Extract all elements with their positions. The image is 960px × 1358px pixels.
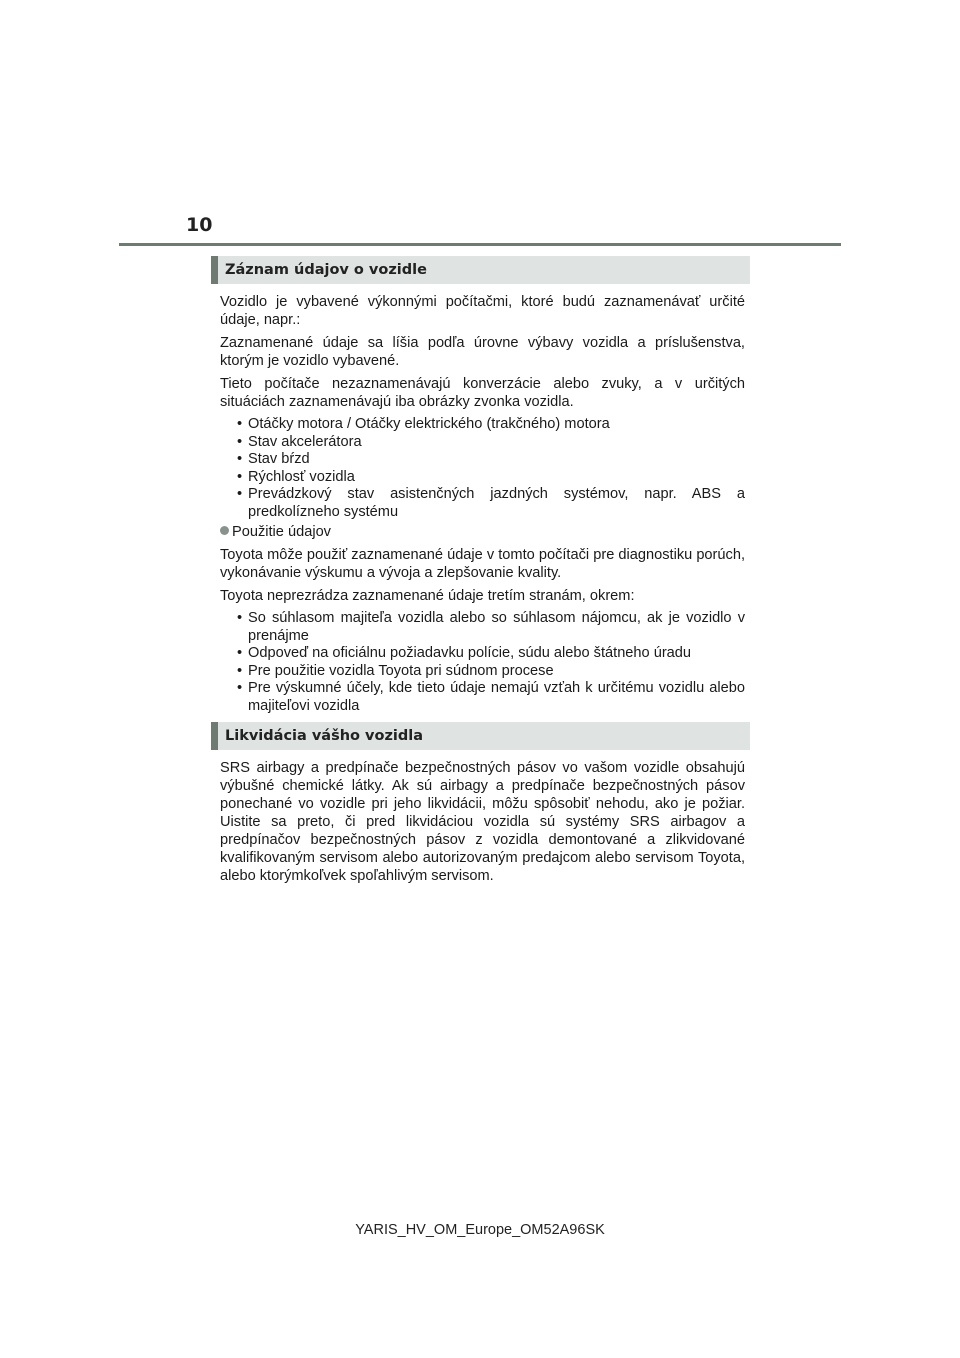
page-content — [211, 256, 750, 890]
bullet-icon: • — [237, 433, 243, 450]
list-item: • Rýchlosť vozidla — [237, 468, 355, 485]
recorded-data-list — [220, 416, 745, 521]
paragraph: Tieto počítače nezaznamenávajú konverzácie alebo zvuky, a v určitých situáciách zaznamenávajú iba obrázky zvonka vozidla. — [220, 376, 745, 410]
usage-subheading: Použitie údajov — [220, 523, 745, 541]
list-item: • So súhlasom majiteľa vozidla alebo so súhlasom nájomcu, ak je vozidlo v prenájme — [237, 610, 745, 644]
list-item: • Stav akcelerátora — [237, 433, 362, 450]
list-item: • Otáčky motora / Otáčky elektrického (trakčného) motora — [237, 416, 610, 432]
bullet-icon: • — [237, 486, 243, 502]
footer-document-code: YARIS_HV_OM_Europe_OM52A96SK — [355, 1222, 605, 1238]
paragraph: Vozidlo je vybavené výkonnými počítačmi, ktoré budú zaznamenávať určité údaje, napr.: — [220, 294, 745, 328]
list-item: • Pre použitie vozidla Toyota pri súdnom procese — [237, 662, 554, 679]
bullet-icon: • — [237, 416, 243, 432]
bullet-icon: • — [237, 645, 243, 661]
bullet-icon: • — [237, 662, 243, 679]
section-title: Likvidácia vášho vozidla — [225, 728, 423, 744]
paragraph: Toyota neprezrádza zaznamenané údaje tretím stranám, okrem: — [220, 588, 635, 604]
section-body-disposal — [211, 759, 750, 885]
bullet-icon: • — [237, 468, 243, 485]
bullet-icon: • — [237, 610, 243, 626]
list-item: • Prevádzkový stav asistenčných jazdných systémov, napr. ABS a predkolízneho systému — [237, 486, 745, 520]
list-item: • Pre výskumné účely, kde tieto údaje nemajú vzťah k určitému vozidlu alebo majiteľovi vozidla — [237, 680, 745, 714]
page-number: 10 — [186, 214, 213, 236]
exceptions-list — [220, 610, 745, 715]
header-rule — [119, 243, 841, 246]
bullet-icon: • — [237, 451, 243, 467]
list-item: • Stav bŕzd — [237, 451, 310, 467]
list-item: • Odpoveď na oficiálnu požiadavku polície, súdu alebo štátneho úradu — [237, 645, 692, 661]
section-heading-disposal — [211, 722, 750, 750]
paragraph: Toyota môže použiť zaznamenané údaje v tomto počítači pre diagnostiku porúch, vykonávanie výskumu a vývoja a zlepšovanie kvality. — [220, 547, 745, 581]
paragraph: SRS airbagy a predpínače bezpečnostných pásov vo vašom vozidle obsahujú výbušné chemické látky. Ak sú airbagy a predpínače bezpečnostných pásov ponechané vo vozidle pri jeho likvidácii, môžu spôsobiť nehodu, ako je požiar. Uistite sa preto, či pred likvidáciou vozidla sú systémy SRS airbagov a predpínačov bezpečnostných pásov z vozidla demontované a zlikvidované kvalifikovaným servisom alebo autorizovaným predajcom alebo servisom Toyota, alebo ktorýmkoľvek spoľahlivým servisom. — [220, 760, 745, 884]
bullet-icon: • — [237, 680, 243, 696]
section-heading-vehicle-data — [211, 256, 750, 284]
section-title: Záznam údajov o vozidle — [225, 262, 427, 278]
paragraph: Zaznamenané údaje sa líšia podľa úrovne výbavy vozidla a príslušenstva, ktorým je vozidlo vybavené. — [220, 335, 745, 369]
section-body-vehicle-data — [211, 293, 750, 715]
circle-bullet-icon — [220, 526, 229, 535]
